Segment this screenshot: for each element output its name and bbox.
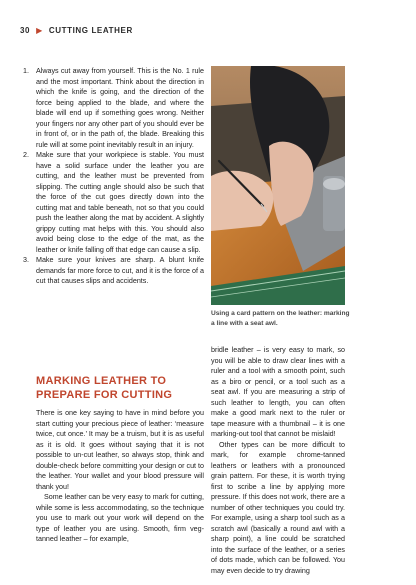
running-header xyxy=(20,26,133,35)
paragraph: Some leather can be very easy to mark for cutting, while some is less accommodating, so the technique you use to mark out your work will depend on the type of leather you are using. Smooth, firm veg-tanned leather – for example, xyxy=(36,493,204,543)
list-number: 3. xyxy=(23,256,29,264)
paragraph: bridle leather – is very easy to mark, so you will be able to draw clear lines with a ruler and a tool with a smooth point, such as a biro or pencil, or a tool such as a seat awl. If you are measuring a strip of such leather to length, you can often make a good mark next to the ruler or tape measure with a thumbnail – it is one marking-out tool that cannot be mislaid! xyxy=(211,346,345,438)
list-item xyxy=(23,150,204,255)
play-arrow-icon: ▶ xyxy=(36,26,43,35)
list-text: Make sure that your workpiece is stable. You must have a solid surface under the leather you are cutting, and the leather must be prevented from slipping. The cutting angle should also be such that the force of the cut goes directly down into the cutting mat and table beneath, not so that you could push the leather along the mat by accident. A slightly grippy cutting mat helps with this. You should also avoid being close to the edge of the mat, as the leather or knife falling off that edge can cause a slip. xyxy=(36,151,204,254)
safety-rules-list xyxy=(23,66,204,287)
list-number: 2. xyxy=(23,151,29,159)
photo-caption: Using a card pattern on the leather: marking a line with a seat awl. xyxy=(211,310,350,327)
page-number: 30 xyxy=(20,26,31,35)
photo-illustration xyxy=(211,66,345,305)
section-heading: MARKING LEATHER TO PREPARE FOR CUTTING xyxy=(36,375,173,401)
leather-marking-photo xyxy=(211,66,345,305)
body-column-right xyxy=(211,345,345,576)
paragraph: Other types can be more difficult to mark, for example chrome-tanned leathers or leathers with a pronounced grain pattern. For these, it is worth trying first to scribe a line by applying more pressure. If this does not work, there are a number of other techniques you could try. For example, using a sharp tool such as a scratch awl (basically a round awl with a sharp point), a line could be scratched into the surface of the leather, or a series of dots made, which can be followed. You may even decide to try drawing xyxy=(211,440,345,575)
list-item xyxy=(23,66,204,150)
body-column-left xyxy=(36,408,204,545)
list-text: Always cut away from yourself. This is the No. 1 rule and the most important. Think about the direction in which the knife is going, and the direction of the force being applied to the blade, and where the blade will end up if something goes wrong. Neither your fingers nor any other part of you should ever be in front of, or in the path of, the blade. Breaking this rule will at some point inevitably result in an injury. xyxy=(36,67,204,149)
section-title: CUTTING LEATHER xyxy=(48,26,133,35)
list-number: 1. xyxy=(23,67,29,75)
list-text: Make sure your knives are sharp. A blunt knife demands far more force to cut, and it is the force of a cut that causes slips and accidents. xyxy=(36,256,204,285)
list-item xyxy=(23,255,204,287)
paragraph: There is one key saying to have in mind before you start cutting your precious piece of leather: ‘measure twice, cut once.’ It may be a truism, but it is as useful as it is old. It goes without saying that it is not possible to un-cut leather, so always stop, think and double-check before committing your design or cut to the leather. Your wallet and your blood pressure will thank you! xyxy=(36,409,204,491)
